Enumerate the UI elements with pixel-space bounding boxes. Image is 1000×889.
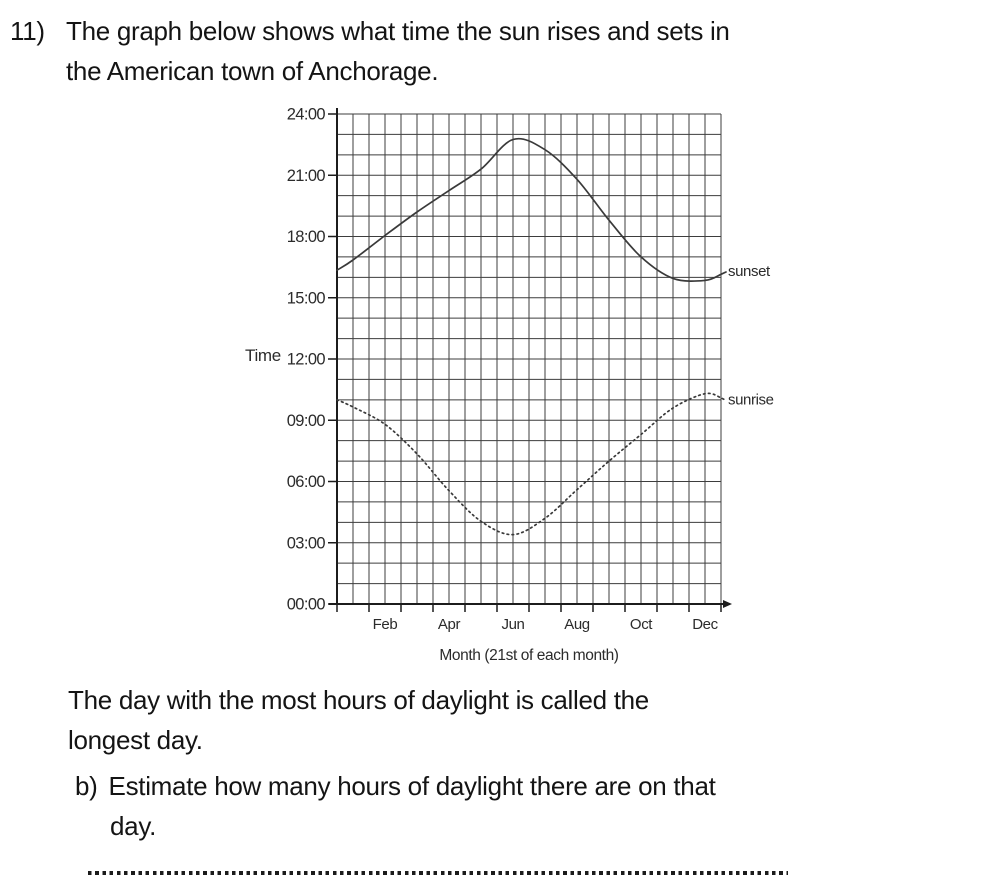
x-tick-label-aug: Aug <box>564 616 590 633</box>
part-b-label: b) <box>75 771 98 801</box>
x-tick-label-oct: Oct <box>629 616 653 633</box>
sunrise-curve <box>337 393 726 534</box>
statement-text <box>68 680 649 760</box>
y-tick-label-2100: 21:00 <box>286 166 325 185</box>
question-part-b <box>75 766 716 846</box>
part-b-line-2: day. <box>110 811 157 841</box>
y-tick-label-2400: 24:00 <box>286 105 325 124</box>
statement-line-2: longest day. <box>68 725 203 755</box>
y-tick-label-1500: 15:00 <box>286 289 325 308</box>
statement-line-1: The day with the most hours of daylight is called the <box>68 685 649 715</box>
part-b-line-1: Estimate how many hours of daylight there are on that <box>108 771 716 801</box>
answer-dotted-line <box>88 871 788 875</box>
x-tick-label-dec: Dec <box>692 616 718 633</box>
x-tick-label-jun: Jun <box>501 616 525 633</box>
y-tick-label-0600: 06:00 <box>286 473 325 491</box>
x-tick-label-feb: Feb <box>372 616 398 633</box>
y-tick-label-0000: 00:00 <box>286 595 325 614</box>
y-axis-title: Time <box>245 346 281 365</box>
axis-ticks <box>328 114 721 612</box>
question-line-1: The graph below shows what time the sun rises and sets in <box>66 16 730 46</box>
x-axis-arrow <box>723 600 732 608</box>
y-tick-label-1800: 18:00 <box>286 228 325 246</box>
question-text <box>66 11 730 91</box>
sunset-label: sunset <box>728 263 770 280</box>
x-axis-title: Month (21st of each month) <box>439 647 619 664</box>
question-line-2: the American town of Anchorage. <box>66 56 439 86</box>
y-tick-label-0900: 09:00 <box>286 411 325 430</box>
question-number: 11) <box>10 16 45 46</box>
grid-lines <box>337 114 721 604</box>
y-tick-label-1200: 12:00 <box>286 350 325 369</box>
sunset-curve <box>337 139 726 281</box>
y-tick-label-0300: 03:00 <box>286 534 325 553</box>
sunrise-sunset-chart <box>225 95 805 677</box>
axes <box>329 108 723 604</box>
sunrise-label: sunrise <box>728 391 774 409</box>
question-header <box>10 11 730 91</box>
x-tick-label-apr: Apr <box>437 616 461 633</box>
